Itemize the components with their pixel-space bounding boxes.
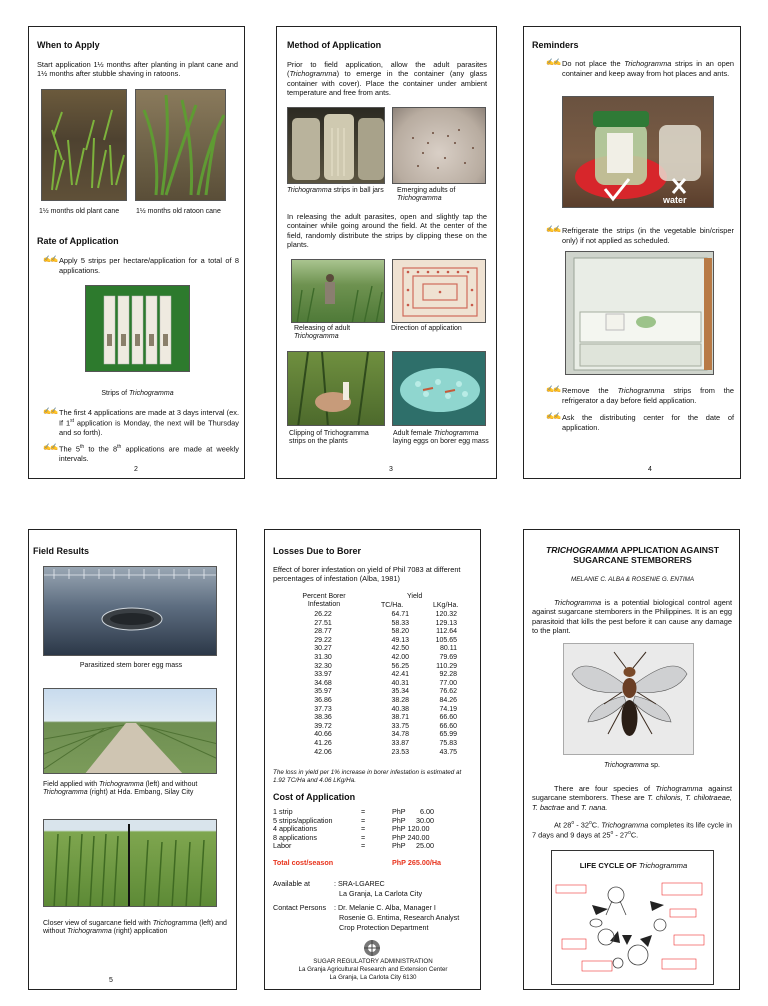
contact-line-3: Crop Protection Department — [339, 923, 429, 932]
cost-equals: = — [361, 807, 366, 816]
ratoon-cane-caption: 1½ months old ratoon cane — [136, 208, 221, 215]
table-row — [285, 740, 465, 749]
first-four-applications-bullet: ✍✍ The first 4 applications are made at 3 days interval (ex. If 1st application is Monday, the next will be Thursday and so forth). — [43, 408, 239, 437]
cover-title: TRICHOGRAMMA APPLICATION AGAINST SUGARCANE STEMBORERS — [546, 545, 719, 565]
pen-bullet-icon: ✍✍ — [43, 444, 58, 451]
table-row — [285, 645, 465, 654]
releasing-caption: Releasing of adult Trichogramma — [294, 325, 351, 341]
egg-mass — [393, 352, 486, 426]
table-row — [285, 680, 465, 689]
reminders-heading: Reminders — [532, 40, 579, 50]
borer-yield-table — [285, 593, 465, 768]
infestation-cell: 31.30 — [314, 653, 332, 661]
field-road — [44, 689, 217, 774]
table-row — [285, 706, 465, 715]
lkg-cell: 79.69 — [439, 653, 457, 661]
when-to-apply-heading: When to Apply — [37, 40, 100, 50]
cost-currency: PhP — [392, 815, 406, 825]
sra-name: SUGAR REGULATORY ADMINISTRATION — [313, 958, 433, 965]
cost-currency: PhP 240.00 — [392, 832, 430, 842]
stem-borer-egg-mass — [44, 567, 217, 656]
tc-cell: 23.53 — [391, 748, 409, 756]
emerging-adults-photo — [392, 107, 486, 184]
ball-jars-photo — [287, 107, 385, 184]
infestation-cell: 35.97 — [314, 688, 332, 696]
lkg-cell: 92.28 — [439, 671, 457, 679]
authors: MELANIE C. ALBA & ROSENIE G. ENTIMA — [570, 576, 695, 583]
sra-city: La Granja, La Carlota City 6130 — [329, 973, 417, 981]
infestation-cell: 33.97 — [314, 671, 332, 679]
panel-page-6 — [264, 529, 481, 990]
closer-view-photo — [43, 819, 217, 907]
pen-bullet-icon: ✍✍ — [546, 226, 561, 233]
rate-of-application-heading: Rate of Application — [37, 236, 119, 246]
life-cycle-illustration — [552, 875, 715, 985]
lkg-cell: 77.00 — [439, 679, 457, 687]
col-header-tc: TC/Ha. — [381, 602, 404, 609]
cost-amount: 6.00 — [420, 807, 434, 816]
effect-text: Effect of borer infestation on yield of Phil 7083 at different percentages of infestation (Alba, 1981) — [273, 565, 461, 584]
cost-row — [273, 833, 473, 842]
infestation-cell: 30.27 — [314, 645, 332, 653]
clipping-caption: Clipping of Trichogramma strips on the plants — [289, 430, 369, 446]
panel-page-2 — [28, 26, 245, 479]
emerging-adults-dots — [393, 108, 486, 184]
cost-row — [273, 841, 473, 850]
adult-female-caption: Adult female Trichogramma laying eggs on borer egg mass — [393, 430, 489, 446]
infestation-cell: 27.51 — [314, 619, 332, 627]
tc-cell: 34.78 — [391, 731, 409, 739]
tc-cell: 58.33 — [391, 619, 409, 627]
tc-cell: 56.25 — [391, 662, 409, 670]
cost-table — [273, 807, 473, 850]
infestation-cell: 34.68 — [314, 679, 332, 687]
ball-jars — [288, 108, 385, 184]
egg-mass-photo — [43, 566, 217, 656]
tc-cell: 33.75 — [391, 722, 409, 730]
available-line-2: La Granja, La Carlota City — [339, 889, 423, 898]
table-row — [285, 688, 465, 697]
trichogramma-wasp-illustration — [564, 644, 694, 755]
refrigerator-interior — [566, 252, 714, 375]
tc-cell: 40.31 — [391, 679, 409, 687]
table-row — [285, 628, 465, 637]
table-body — [285, 611, 465, 757]
infestation-cell: 29.22 — [314, 636, 332, 644]
adult-female-photo — [392, 351, 486, 426]
jars-water-illustration — [563, 97, 714, 208]
sugarcane-rows — [44, 820, 217, 907]
panel-page-3 — [276, 26, 497, 479]
available-line-1: : SRA-LGAREC — [334, 879, 385, 888]
cost-equals: = — [361, 832, 366, 842]
lkg-cell: 112.64 — [436, 628, 457, 636]
infestation-cell: 26.22 — [314, 611, 332, 618]
life-cycle-diagram — [551, 850, 714, 985]
tc-cell: 38.71 — [391, 714, 409, 722]
table-row — [285, 731, 465, 740]
infestation-cell: 36.86 — [314, 696, 332, 704]
direction-photo — [392, 259, 486, 323]
cost-heading: Cost of Application — [273, 792, 356, 802]
table-row — [285, 749, 465, 758]
lkg-cell: 66.60 — [439, 722, 457, 730]
table-row — [285, 620, 465, 629]
losses-heading: Losses Due to Borer — [273, 546, 362, 556]
table-row — [285, 663, 465, 672]
cost-row — [273, 816, 473, 825]
rate-bullet: ✍✍ Apply 5 strips per hectare/application for a total of 8 applications. — [43, 256, 239, 275]
lkg-cell: 110.29 — [436, 662, 457, 670]
trichogramma-strips — [86, 286, 190, 372]
col-header-yield: Yield — [407, 593, 423, 600]
table-row — [285, 637, 465, 646]
species-text: There are four species of Trichogramma against sugarcane stemborers. These are T. chilonis, T. chilotraeae, T. bactrae and T. nana. — [532, 784, 732, 812]
wasp-caption: Trichogramma sp. — [604, 762, 660, 769]
lkg-cell: 120.32 — [435, 611, 457, 618]
tc-cell: 35.34 — [391, 688, 409, 696]
col-header-lkg: LKg/Ha. — [433, 602, 459, 609]
infestation-cell: 41.26 — [314, 739, 332, 747]
water-label: water — [663, 195, 687, 205]
table-row — [285, 654, 465, 663]
field-road-caption: Field applied with Trichogramma (left) and without Trichogramma (right) at Hda. Embang, Silay City — [43, 781, 198, 797]
strips-caption: Strips of Trichogramma — [101, 390, 174, 397]
page-number: 3 — [389, 466, 393, 473]
cost-equals: = — [361, 815, 366, 825]
field-results-heading: Field Results — [33, 546, 90, 556]
contact-line-2: Rosenie G. Entima, Research Analyst — [339, 913, 460, 922]
lkg-cell: 80.11 — [440, 645, 457, 653]
cost-item: Labor — [273, 841, 292, 851]
cost-row — [273, 807, 473, 816]
lkg-cell: 43.75 — [439, 748, 457, 756]
infestation-cell: 32.30 — [314, 662, 332, 670]
jars-water-photo — [562, 96, 714, 208]
method-intro: Prior to field application, allow the adult parasites (Trichogramma) to emerge in the container (any glass container with cover). Place the container under ambient temperature and free from ants. — [287, 60, 487, 98]
cost-amount: 25.00 — [416, 841, 434, 851]
table-row — [285, 714, 465, 723]
refrigerator-photo — [565, 251, 714, 375]
page-number: 4 — [648, 466, 652, 473]
sra-logo-icon — [361, 938, 383, 958]
field-road-photo — [43, 688, 217, 774]
plant-cane-photo — [41, 89, 127, 201]
cost-currency: PhP — [392, 841, 406, 851]
infestation-cell: 39.72 — [314, 722, 332, 730]
sra-logo — [361, 938, 383, 958]
cost-currency: PhP — [392, 807, 406, 816]
cost-item: 8 applications — [273, 832, 317, 842]
sra-center: La Granja Agricultural Research and Extension Center — [298, 965, 448, 973]
table-row — [285, 723, 465, 732]
lkg-cell: 76.62 — [439, 688, 457, 696]
reminder-open-container: ✍✍ Do not place the Trichogramma strips in an open container and keep away from hot places and ants. — [546, 59, 734, 78]
plant-cane-sprouts — [42, 90, 127, 201]
tc-cell: 40.38 — [391, 705, 409, 713]
infestation-cell: 42.06 — [314, 748, 332, 756]
cost-item: 1 strip — [273, 807, 293, 816]
cost-equals: = — [361, 841, 366, 851]
cost-item: 5 strips/application — [273, 815, 333, 825]
col-header-borer: Percent Borer Infestation — [302, 593, 346, 609]
sra-address — [269, 958, 477, 981]
cost-amount: 30.00 — [416, 815, 434, 825]
clipping-photo — [287, 351, 385, 426]
tc-cell: 58.20 — [391, 628, 409, 636]
tc-cell: 49.13 — [391, 636, 409, 644]
infestation-cell: 37.73 — [314, 705, 332, 713]
lkg-cell: 75.83 — [439, 739, 457, 747]
tc-cell: 42.41 — [391, 671, 409, 679]
emerging-adults-caption: Emerging adults of Trichogramma — [397, 187, 456, 203]
releasing-photo — [291, 259, 385, 323]
clipping-hand — [288, 352, 385, 426]
tc-cell: 42.50 — [391, 645, 409, 653]
panel-page-5 — [28, 529, 237, 990]
life-cycle-text: At 28$^o$ - 32$^o$C. Trichogramma completes its life cycle in 7 days and 9 days at 25$^o$ - 27$^o$C. — [532, 820, 732, 840]
pen-bullet-icon: ✍✍ — [43, 256, 58, 263]
pen-bullet-icon: ✍✍ — [43, 408, 58, 415]
ratoon-cane-photo — [135, 89, 226, 201]
infestation-cell: 40.66 — [314, 731, 332, 739]
table-row — [285, 611, 465, 620]
wasp-photo — [563, 643, 694, 755]
page-number: 5 — [109, 977, 113, 984]
direction-diagram — [393, 260, 486, 323]
total-cost-value: PhP 265.00/Ha — [392, 858, 442, 867]
table-row — [285, 697, 465, 706]
strips-photo — [85, 285, 190, 372]
direction-caption: Direction of application — [391, 325, 462, 332]
weekly-applications-bullet: ✍✍ The 5th to the 8th applications are made at weekly intervals. — [43, 444, 239, 464]
reminder-ask-center: ✍✍ Ask the distributing center for the date of application. — [546, 413, 734, 432]
contact-line-1: : Dr. Melanie C. Alba, Manager I — [334, 903, 436, 912]
available-label: Available at — [273, 879, 311, 888]
ball-jars-caption: Trichogramma strips in ball jars — [287, 187, 384, 194]
page-number: 2 — [134, 466, 138, 473]
pen-bullet-icon: ✍✍ — [546, 413, 561, 420]
pen-bullet-icon: ✍✍ — [546, 59, 561, 66]
life-cycle-title: LIFE CYCLE OF Trichogramma — [579, 861, 688, 870]
infestation-cell: 38.36 — [314, 714, 332, 722]
lkg-cell: 129.13 — [435, 619, 457, 627]
infestation-cell: 28.77 — [314, 628, 332, 636]
pen-bullet-icon: ✍✍ — [546, 386, 561, 393]
table-row — [285, 671, 465, 680]
panel-cover — [523, 529, 740, 990]
lkg-cell: 65.99 — [439, 731, 457, 739]
when-to-apply-text: Start application 1½ months after planting in plant cane and 1½ months after stubble shaving in ratoons. — [37, 60, 238, 79]
plant-cane-caption: 1½ months old plant cane — [39, 208, 120, 215]
contact-label: Contact Persons — [273, 903, 327, 912]
ratoon-cane-leaves — [136, 90, 226, 201]
tc-cell: 64.71 — [391, 611, 409, 618]
reminder-remove-strips: ✍✍ Remove the Trichogramma strips from the refrigerator a day before field application. — [546, 386, 735, 405]
reminder-refrigerate: ✍✍ Refrigerate the strips (in the vegetable bin/crisper only) if not applied as scheduled. — [546, 226, 734, 245]
panel-page-4 — [523, 26, 741, 479]
lkg-cell: 74.19 — [439, 705, 457, 713]
cover-intro: Trichogramma is a potential biological control agent against sugarcane stemborers in the Philippines. It is an egg parasitoid that kills the pest before it can cause any damage to the plant. — [532, 598, 732, 636]
tc-cell: 38.28 — [391, 696, 409, 704]
cost-equals: = — [361, 824, 366, 834]
lkg-cell: 66.60 — [439, 714, 457, 722]
cost-item: 4 applications — [273, 824, 317, 834]
closer-view-caption: Closer view of sugarcane field with Trichogramma (left) and without Trichogramma (right) application — [43, 920, 227, 936]
releasing-person — [292, 260, 385, 323]
egg-mass-caption: Parasitized stem borer egg mass — [79, 662, 183, 669]
method-heading: Method of Application — [287, 40, 382, 50]
cost-row — [273, 824, 473, 833]
release-text: In releasing the adult parasites, open and slightly tap the container while going around the field. At the center of the field, randomly distribute the strips by clipping these on the plants. — [287, 212, 487, 250]
lkg-cell: 84.26 — [439, 696, 457, 704]
total-cost-label: Total cost/season — [273, 858, 334, 867]
lkg-cell: 105.65 — [435, 636, 457, 644]
tc-cell: 42.00 — [391, 653, 409, 661]
loss-note: The loss in yield per 1% increase in borer infestation is estimated at 1.92 TC/Ha and 4.06 LKg/Ha. — [273, 769, 462, 784]
tc-cell: 33.87 — [391, 739, 409, 747]
cost-currency: PhP 120.00 — [392, 824, 430, 834]
